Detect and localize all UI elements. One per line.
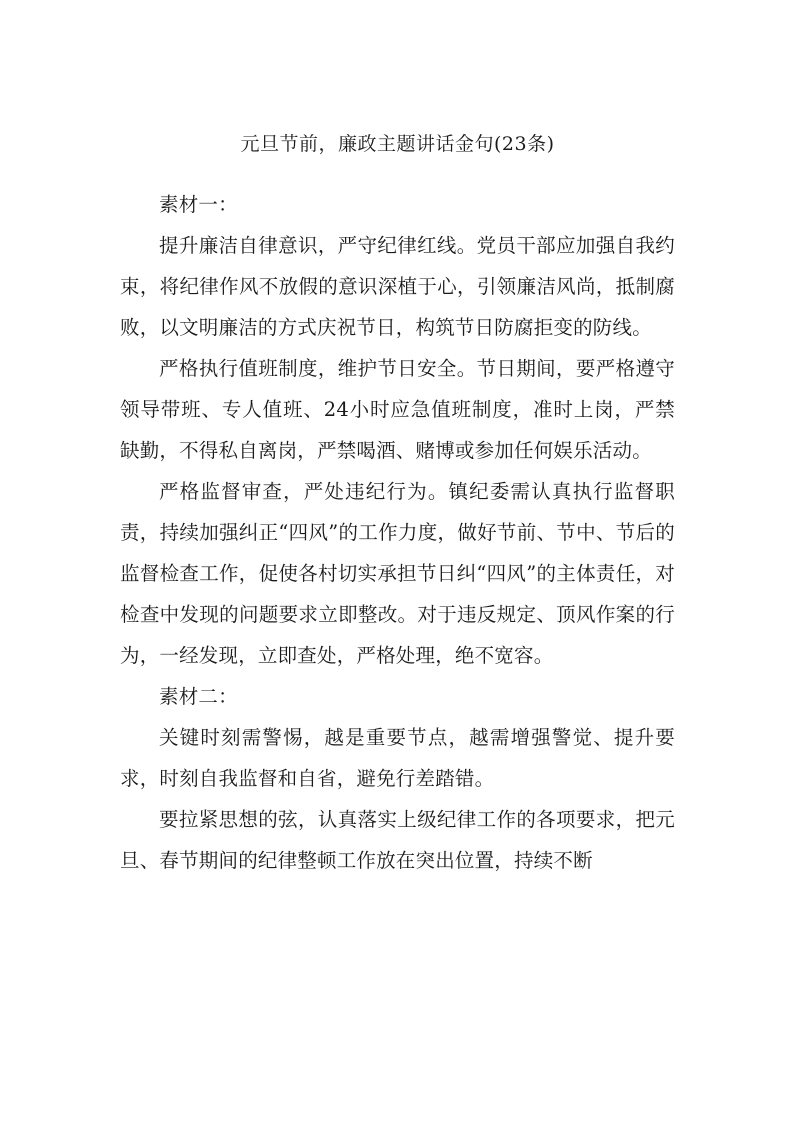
paragraph: 严格监督审查，严处违纪行为。镇纪委需认真执行监督职责，持续加强纠正“四风”的工作力度，做好节前、节中、节后的监督检查工作，促使各村切实承担节日纠“四风”的主体责任，对检查中发现的问题要求立即整改。对于违反规定、顶风作案的行为，一经发现，立即查处，严格处理，绝不宽容。 [120,480,675,667]
document-body [120,122,675,881]
paragraph: 要拉紧思想的弦，认真落实上级纪律工作的各项要求，把元旦、春节期间的纪律整顿工作放在突出位置，持续不断 [120,808,675,872]
document-title: 元旦节前，廉政主题讲话金句(23条) [240,133,555,155]
section-heading: 素材二： [159,685,238,708]
section-heading: 素材一： [159,193,238,216]
paragraph: 严格执行值班制度，维护节日安全。节日期间，要严格遵守领导带班、专人值班、24小时应急值班制度，准时上岗，严禁缺勤，不得私自离岗，严禁喝酒、赌博或参加任何娱乐活动。 [120,357,675,462]
paragraph: 关键时刻需警惕，越是重要节点，越需增强警觉、提升要求，时刻自我监督和自省，避免行差踏错。 [120,726,675,790]
paragraph: 提升廉洁自律意识，严守纪律红线。党员干部应加强自我约束，将纪律作风不放假的意识深植于心，引领廉洁风尚，抵制腐败，以文明廉洁的方式庆祝节日，构筑节日防腐拒变的防线。 [120,234,675,339]
